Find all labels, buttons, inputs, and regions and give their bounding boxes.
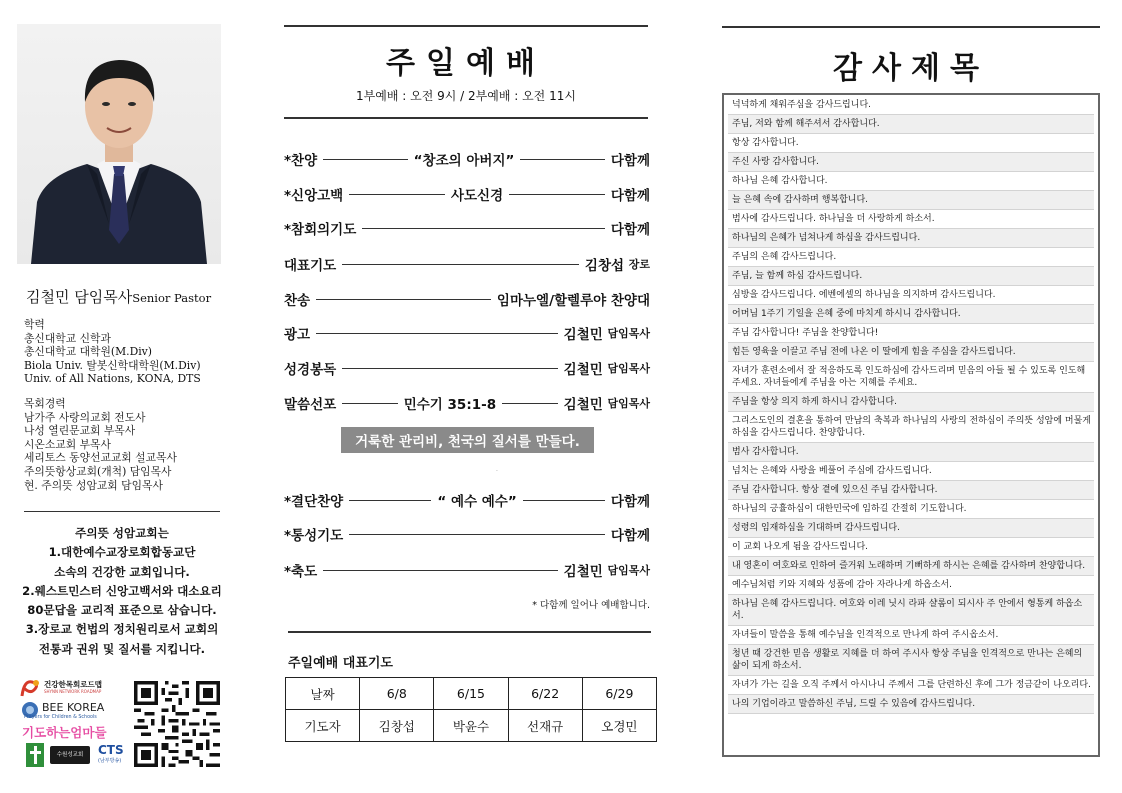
table-row	[286, 678, 657, 710]
table-cell: 6/8	[360, 678, 434, 710]
ministry-item: 남가주 사랑의교회 전도사	[24, 410, 146, 424]
education-section	[24, 318, 201, 386]
bee-korea-sub: Prayers for Children & Schools	[24, 715, 97, 720]
leader-line	[342, 403, 398, 404]
order-item-hymn	[284, 289, 650, 309]
statement-line: 3.장로교 헌법의 정치원리로서 교회의	[25, 622, 219, 637]
decorative-dot: ·	[496, 468, 498, 475]
list-item: 자녀들이 말씀을 통해 예수님을 인격적으로 만나게 하여 주시옵소서.	[728, 626, 1094, 645]
leader-line	[520, 159, 605, 160]
leader-line	[349, 534, 605, 535]
list-item: 힘든 영육을 이끌고 주님 전에 나온 이 딸에게 힘을 주심을 감사드립니다.	[728, 343, 1094, 362]
order-leader: 다함께	[610, 222, 650, 238]
ministry-item: 주의뜻항상교회(개척) 담임목사	[24, 464, 172, 478]
top-divider	[284, 25, 648, 27]
leader-line	[316, 333, 558, 334]
thanks-title: 감사제목	[833, 51, 989, 86]
list-item: 청년 때 강건한 믿음 생활로 지혜를 더 하여 주시사 항상 주님을 인격적으로 만나는 은혜의 삶이 되게 하소서.	[728, 645, 1094, 676]
leader-line	[509, 194, 605, 195]
list-item: 주님, 늘 함께 하심 감사드립니다.	[728, 267, 1094, 286]
bottom-divider	[288, 631, 651, 633]
order-detail: 사도신경	[450, 188, 504, 204]
order-item-prayer	[284, 254, 650, 274]
leader-line	[349, 194, 445, 195]
title-divider	[284, 117, 648, 119]
ministry-heading: 목회경력	[24, 397, 66, 410]
table-cell: 6/15	[434, 678, 508, 710]
list-item: 자녀가 가는 길을 오직 주께서 아시나니 주께서 그를 단련하신 후에 그가 정금같이 나오리다.	[728, 676, 1094, 695]
order-item-commitment-song	[284, 490, 650, 510]
list-item: 주님 감사합니다! 주님을 찬양합니다!	[728, 324, 1094, 343]
list-item: 주님 감사합니다. 항상 곁에 있으신 주님 감사합니다.	[728, 481, 1094, 500]
list-item: 하나님 은혜 감사합니다.	[728, 172, 1094, 191]
order-detail: 민수기 35:1-8	[403, 397, 497, 413]
bee-korea-logo	[20, 700, 130, 722]
list-item: 하나님 은혜 감사드립니다. 여호와 이레 닛시 라파 샬롬이 되시사 주 안에서 형통케 하옵소서.	[728, 595, 1094, 626]
order-leader-title: 담임목사	[607, 362, 650, 375]
order-label: *찬양	[284, 153, 318, 169]
ministry-section	[24, 397, 177, 492]
cts-logo: CTS	[98, 743, 124, 757]
table-cell: 오경민	[582, 710, 656, 742]
statement-line: 소속의 건강한 교회입니다.	[54, 564, 190, 579]
leader-line	[323, 570, 558, 571]
order-label: *참회의기도	[284, 222, 357, 238]
statement-line: 주의뜻 성암교회는	[75, 526, 169, 540]
order-leader: 김창섭	[584, 258, 625, 274]
ministry-item: 시온소교회 부목사	[24, 437, 111, 451]
list-item: 범사 감사합니다.	[728, 443, 1094, 462]
table-row	[286, 710, 657, 742]
order-leader-title: 담임목사	[607, 327, 650, 340]
prayer-schedule-table	[285, 677, 657, 742]
order-leader: 다함께	[610, 494, 651, 510]
list-item: 넉넉하게 채워주심을 감사드립니다.	[728, 96, 1094, 115]
ministry-item: 세리토스 동양선교교회 설교목사	[24, 451, 177, 465]
table-header-date: 날짜	[286, 678, 360, 710]
church-statement	[20, 524, 224, 659]
cross-flag-icon	[26, 743, 44, 767]
bottom-logos	[20, 742, 130, 768]
top-divider	[722, 26, 1100, 28]
list-item: 넘치는 은혜와 사랑을 베풀어 주심에 감사드립니다.	[728, 462, 1094, 481]
order-label: *결단찬양	[284, 494, 344, 510]
education-heading: 학력	[24, 318, 45, 331]
order-item-sermon	[284, 393, 650, 413]
pastor-name	[26, 286, 211, 307]
order-item-benediction	[284, 560, 650, 580]
table-cell: 6/22	[508, 678, 582, 710]
order-item-praise	[284, 149, 650, 169]
healthy-family-text: 건강한목회로드맵	[44, 680, 102, 689]
list-item: 성령의 임재하심을 기대하며 감사드립니다.	[728, 519, 1094, 538]
list-item: 내 영혼이 여호와로 인하여 즐거워 노래하며 기뻐하게 하시는 은혜를 감사하며 찬양합니다.	[728, 557, 1094, 576]
order-item-announcements	[284, 323, 650, 343]
order-item-confession	[284, 218, 650, 238]
order-leader-title: 담임목사	[607, 564, 650, 577]
order-leader: 김철민	[563, 397, 603, 413]
table-cell: 박윤수	[434, 710, 508, 742]
leader-line	[349, 500, 431, 501]
leader-line	[502, 403, 558, 404]
list-item: 어머님 1주기 기일을 은혜 중에 마치게 하시니 감사합니다.	[728, 305, 1094, 324]
divider	[24, 511, 220, 512]
praying-moms-logo: 기도하는엄마들	[22, 725, 107, 740]
order-label: 성경봉독	[284, 362, 337, 378]
order-label: *통성기도	[284, 528, 344, 544]
education-item: 총신대학교 신학과	[24, 331, 111, 345]
statement-line: 전통과 권위 및 질서를 지킵니다.	[38, 641, 206, 656]
order-leader: 김철민	[563, 362, 603, 378]
order-leader: 다함께	[610, 188, 650, 204]
order-leader-title: 담임목사	[607, 397, 651, 410]
list-item: 주신 사랑 감사합니다.	[728, 153, 1094, 172]
healthy-family-sub: SHYNN NETWORK ROADMAP	[44, 689, 102, 694]
service-title: 주일예배	[386, 46, 546, 81]
list-item: 항상 감사합니다.	[728, 134, 1094, 153]
suwon-logo	[50, 746, 90, 764]
list-item: 주님, 저와 함께 해주셔서 감사합니다.	[728, 115, 1094, 134]
list-item: 심방을 감사드립니다. 에벤에셀의 하나님을 의지하며 감사드립니다.	[728, 286, 1094, 305]
order-label: 찬송	[284, 293, 311, 309]
order-detail: “창조의 아버지”	[413, 153, 515, 169]
list-item: 하나님의 긍휼하심이 대한민국에 임하길 간절히 기도합니다.	[728, 500, 1094, 519]
pastor-name-ko: 김철민 담임목사	[26, 288, 133, 306]
pastor-name-en: Senior Pastor	[132, 291, 212, 305]
table-cell: 6/29	[582, 678, 656, 710]
order-detail: “ 예수 예수”	[437, 494, 517, 510]
table-cell: 김창섭	[360, 710, 434, 742]
leader-line	[323, 159, 408, 160]
thanks-list	[722, 93, 1100, 757]
statement-line: 1.대한예수교장로회합동교단	[48, 545, 196, 560]
qr-code[interactable]	[134, 681, 220, 767]
leader-line	[523, 500, 605, 501]
order-leader: 다함께	[610, 528, 650, 544]
prayer-schedule-title: 주일예배 대표기도	[288, 656, 393, 671]
cts-sub: (남부방송)	[98, 758, 122, 764]
order-label: 대표기도	[284, 258, 337, 274]
order-leader: 다함께	[610, 153, 651, 169]
list-item: 이 교회 나오게 됨을 감사드립니다.	[728, 538, 1094, 557]
suwon-text: 수원성교회	[56, 752, 84, 758]
service-times: 1부예배 : 오전 9시 / 2부예배 : 오전 11시	[356, 89, 576, 103]
list-item: 예수님처럼 키와 지혜와 성품에 감아 자라나게 하옵소서.	[728, 576, 1094, 595]
statement-line: 80문답을 교리적 표준으로 삼습니다.	[27, 603, 217, 618]
table-header-person: 기도자	[286, 710, 360, 742]
leader-line	[362, 228, 605, 229]
list-item: 범사에 감사드립니다. 하나님을 더 사랑하게 하소서.	[728, 210, 1094, 229]
table-cell: 선재규	[508, 710, 582, 742]
education-item: Univ. of All Nations, KONA, DTS	[24, 372, 201, 386]
list-item: 하나님의 은혜가 넘쳐나게 하심을 감사드립니다.	[728, 229, 1094, 248]
order-leader: 임마누엘/할렐루야 찬양대	[496, 293, 650, 309]
list-item: 주님을 항상 의지 하게 하시니 감사합니다.	[728, 393, 1094, 412]
list-item: 늘 은혜 속에 감사하며 행복합니다.	[728, 191, 1094, 210]
order-item-scripture	[284, 358, 650, 378]
order-label: 광고	[284, 327, 311, 343]
order-item-unison-prayer	[284, 524, 650, 544]
ministry-item: 현. 주의뜻 성암교회 담임목사	[24, 478, 163, 492]
bee-korea-text: BEE KOREA	[42, 701, 105, 714]
sermon-title-banner: 거룩한 관리비, 천국의 질서를 만들다.	[341, 427, 594, 453]
leader-line	[342, 264, 579, 265]
list-item: 자녀가 훈련소에서 잘 적응하도록 인도하심에 감사드리며 믿음의 아들 될 수 있도록 인도해주세요. 자녀들에게 주님을 아는 지혜를 주세요.	[728, 362, 1094, 393]
order-item-creed	[284, 184, 650, 204]
order-leader-title: 장로	[628, 258, 650, 271]
healthy-family-logo	[20, 678, 130, 700]
order-label: *신앙고백	[284, 188, 344, 204]
statement-line: 2.웨스트민스터 신앙고백서와 대소요리	[22, 583, 222, 598]
list-item: 주님의 은혜 감사드립니다.	[728, 248, 1094, 267]
education-item: Biola Univ. 탈봇신학대학원(M.Div)	[24, 358, 201, 372]
pastor-photo	[17, 24, 221, 264]
ministry-item: 나성 열린문교회 부목사	[24, 424, 136, 438]
order-leader: 김철민	[563, 327, 603, 343]
stand-note: * 다함께 일어나 예배합니다.	[532, 600, 650, 611]
education-item: 총신대학교 대학원(M.Div)	[24, 345, 152, 359]
partner-logos	[20, 678, 130, 770]
list-item: 그리스도인의 결혼을 통하여 만남의 축복과 하나님의 사랑의 전하심이 주의뜻 성암에 머물게 하심을 감사드립니다. 찬양합니다.	[728, 412, 1094, 443]
order-label: 말씀선포	[284, 397, 337, 413]
order-label: *축도	[284, 564, 318, 580]
leader-line	[316, 299, 491, 300]
list-item: 나의 기업이라고 말씀하신 주님, 드릴 수 있음에 감사드립니다.	[728, 695, 1094, 714]
roadmap-icon	[20, 678, 42, 698]
leader-line	[342, 368, 557, 369]
order-leader: 김철민	[563, 564, 603, 580]
